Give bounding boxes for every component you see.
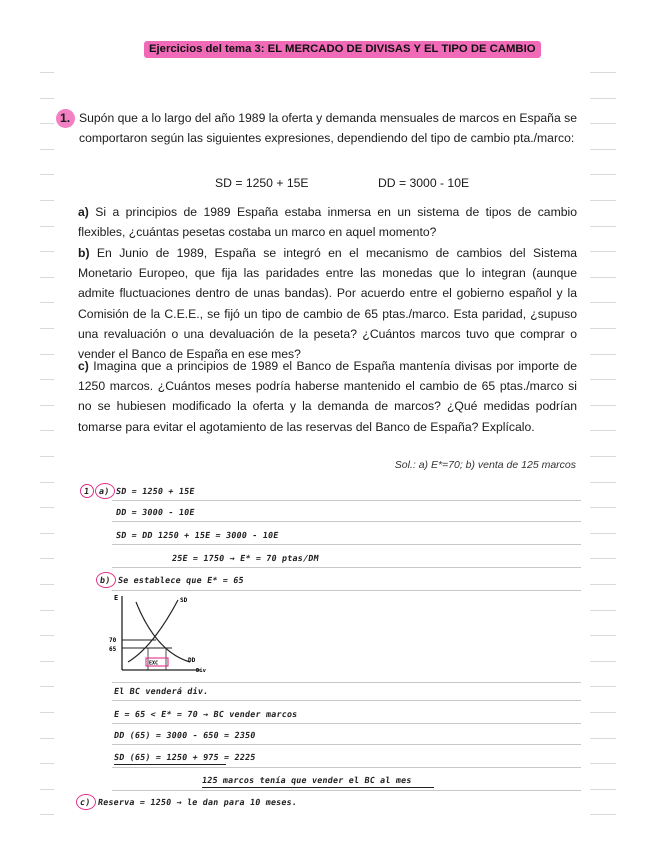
margin-rule	[590, 763, 616, 764]
margin-rule	[40, 251, 54, 252]
margin-rule	[40, 507, 54, 508]
hw-line-3: SD = DD 1250 + 15E = 3000 - 10E	[115, 530, 280, 540]
margin-rule	[590, 686, 616, 687]
part-c-text: Imagina que a principios de 1989 el Banco de España mantenía divisas por importe de 1250 marcos. ¿Cuántos meses podría haberse mantenido el cambio de 65 ptas./marco si no se hubiesen modificado la oferta y la demanda de marcos? ¿Qué medidas podrían tomarse para evitar el agotamiento de las reservas del Banco de España? Explícalo.	[78, 359, 577, 434]
margin-rule	[590, 482, 616, 483]
hw-number: 1	[83, 486, 90, 496]
margin-rule	[590, 379, 616, 380]
margin-rule	[40, 277, 54, 278]
hw-l5: 125 marcos tenía que vender el BC al mes	[201, 775, 413, 785]
margin-rule	[590, 507, 616, 508]
margin-rule	[40, 200, 54, 201]
margin-rule	[40, 789, 54, 790]
part-a-label: a)	[78, 205, 89, 219]
part-b-label: b)	[78, 246, 90, 260]
margin-rule	[590, 738, 616, 739]
hw-rule	[112, 590, 581, 591]
margin-rule	[590, 98, 616, 99]
margin-rule	[590, 174, 616, 175]
margin-rule	[40, 610, 54, 611]
margin-rule	[590, 123, 616, 124]
hw-rule	[112, 790, 581, 791]
hw-c-text: Reserva = 1250 → le dan para 10 meses.	[97, 797, 298, 807]
hw-rule	[112, 682, 581, 683]
hw-underline	[114, 764, 226, 765]
margin-rule	[590, 354, 616, 355]
hw-c-label: c)	[79, 797, 92, 807]
margin-rule	[40, 456, 54, 457]
margin-rule	[40, 482, 54, 483]
hw-rule	[112, 700, 581, 701]
margin-rule	[40, 72, 54, 73]
part-a	[78, 202, 577, 242]
graph-e-label: E	[114, 594, 119, 602]
margin-rule	[590, 405, 616, 406]
part-a-text: Si a principios de 1989 España estaba inmersa en un sistema de tipos de cambio flexibles, ¿cuántas pesetas costaba un marco en aquel momento?	[78, 205, 577, 240]
margin-rule	[40, 302, 54, 303]
part-c	[78, 356, 577, 437]
margin-rule	[40, 123, 54, 124]
hw-line-2: DD = 3000 - 10E	[115, 507, 196, 517]
hw-rule	[112, 767, 581, 768]
margin-rule	[40, 635, 54, 636]
exercise-intro	[79, 108, 577, 148]
graph-dd-curve	[136, 602, 190, 662]
margin-rule	[40, 763, 54, 764]
margin-rule	[40, 533, 54, 534]
hw-l3: DD (65) = 3000 - 650 = 2350	[113, 730, 257, 740]
margin-rule	[590, 328, 616, 329]
part-c-label: c)	[78, 359, 89, 373]
hw-rule	[112, 567, 581, 568]
margin-rule	[40, 738, 54, 739]
margin-rule	[40, 379, 54, 380]
margin-rule	[590, 456, 616, 457]
hw-a-label: a)	[98, 486, 111, 496]
hw-line-4: 25E = 1750 → E* = 70 ptas/DM	[171, 553, 320, 563]
margin-rule	[40, 328, 54, 329]
exercise-intro-text: Supón que a lo largo del año 1989 la oferta y demanda mensuales de marcos en España se comportaron según las siguientes expresiones, dependiendo del tipo de cambio pta./marco:	[79, 111, 577, 146]
part-b-text: En Junio de 1989, España se integró en el mecanismo de cambios del Sistema Monetario Europeo, que fija las paridades entre las monedas que lo integran (aunque admite fluctuaciones dentro de unas bandas). Por acuerdo entre el gobierno español y la Comisión de la C.E.E., se fijó un tipo de cambio de 65 ptas./marco. Esta paridad, ¿supuso una revaluación o una devaluación de la peseta? ¿Cuántos marcos tuvo que comprar o vender el Banco de España en ese mes?	[78, 246, 578, 362]
margin-rule	[40, 174, 54, 175]
hw-line-1: SD = 1250 + 15E	[115, 486, 196, 496]
margin-rule	[40, 814, 54, 815]
formula-sd	[215, 176, 309, 190]
hw-l2: E = 65 < E* = 70 → BC vender marcos	[113, 709, 299, 719]
margin-rule	[590, 277, 616, 278]
margin-rule	[590, 200, 616, 201]
graph-sd-label: SD	[180, 597, 188, 604]
supply-demand-graph	[108, 592, 218, 678]
hw-l4: SD (65) = 1250 + 975 = 2225	[113, 752, 257, 762]
formula-dd	[378, 176, 469, 190]
margin-rule	[40, 686, 54, 687]
margin-rule	[40, 98, 54, 99]
hw-b-text: Se establece que E* = 65	[117, 575, 245, 585]
hw-rule	[112, 521, 581, 522]
margin-rule	[40, 149, 54, 150]
margin-rule	[40, 584, 54, 585]
margin-rule	[590, 149, 616, 150]
graph-65-label: 65	[109, 646, 117, 653]
page-title: Ejercicios del tema 3: EL MERCADO DE DIVISAS Y EL TIPO DE CAMBIO	[144, 41, 541, 58]
margin-rule	[40, 430, 54, 431]
margin-rule	[40, 405, 54, 406]
margin-rule	[590, 814, 616, 815]
margin-rule	[590, 635, 616, 636]
formula-dd-text: DD = 3000 - 10E	[378, 176, 470, 190]
graph-dd-label: DD	[188, 657, 196, 664]
solution-note: Sol.: a) E*=70; b) venta de 125 marcos	[394, 459, 576, 471]
hw-l1: El BC venderá div.	[113, 686, 210, 696]
formula-sd-text: SD = 1250 + 15E	[215, 176, 309, 190]
margin-rule	[40, 558, 54, 559]
hw-rule	[112, 744, 581, 745]
margin-rule	[590, 302, 616, 303]
margin-rule	[590, 558, 616, 559]
margin-rule	[40, 661, 54, 662]
margin-rule	[40, 354, 54, 355]
hw-b-label: b)	[99, 575, 112, 585]
margin-rule	[590, 72, 616, 73]
hw-rule	[112, 723, 581, 724]
hw-underline	[202, 787, 434, 788]
margin-rule	[590, 584, 616, 585]
graph-div-label: Div	[196, 668, 206, 674]
hw-rule	[112, 544, 581, 545]
margin-rule	[590, 226, 616, 227]
graph-exc-label: EXC	[149, 660, 159, 667]
margin-rule	[590, 789, 616, 790]
margin-rule	[590, 610, 616, 611]
margin-rule	[40, 226, 54, 227]
hw-rule	[112, 500, 581, 501]
margin-rule	[590, 533, 616, 534]
margin-rule	[590, 712, 616, 713]
part-b	[78, 243, 577, 364]
margin-rule	[40, 712, 54, 713]
margin-rule	[590, 251, 616, 252]
graph-70-label: 70	[109, 637, 117, 644]
exercise-number: 1.	[60, 111, 71, 125]
margin-rule	[590, 661, 616, 662]
margin-rule	[590, 430, 616, 431]
